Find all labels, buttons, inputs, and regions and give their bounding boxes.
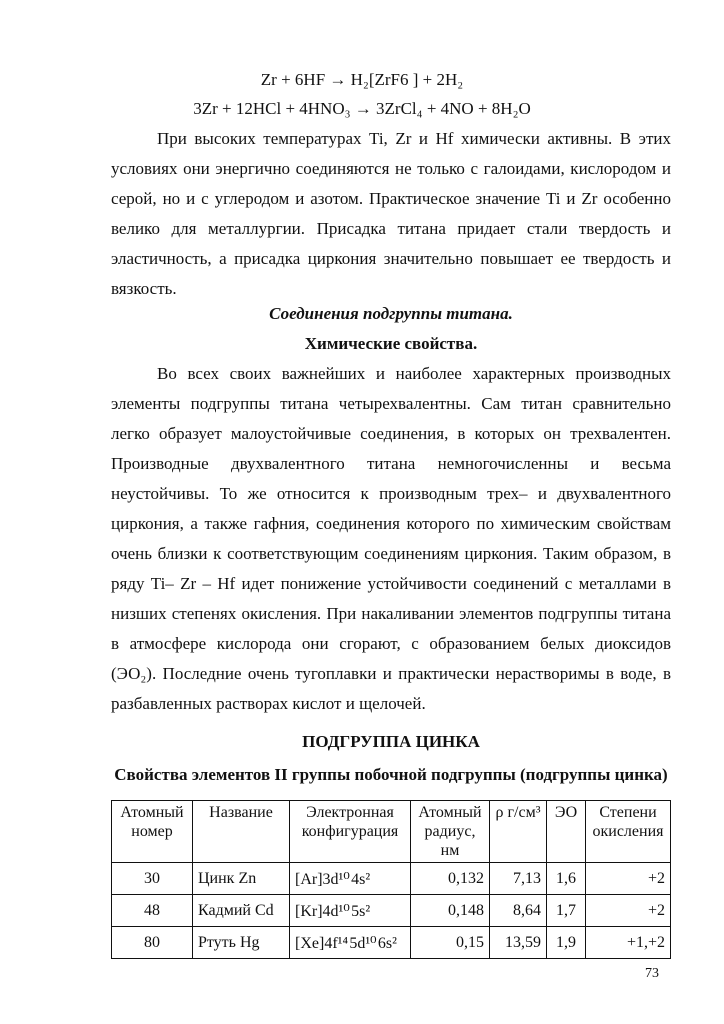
section-heading-zinc: ПОДГРУППА ЦИНКА: [302, 732, 480, 751]
cell-eo: 1,6: [547, 863, 586, 895]
cell-name: Кадмий Cd: [193, 895, 290, 927]
cell-radius: 0,132: [411, 863, 490, 895]
text-line: очень близки к соответствующим соединениям циркония. Таким образом, в: [111, 544, 671, 563]
text-line: циркония, а также гафния, соединения которого по химическим свойствам: [111, 514, 671, 533]
cell-config: [Ar]3d¹⁰ 4s²: [290, 863, 411, 895]
cell-oxidation: +2: [586, 863, 671, 895]
cell-config: [Kr]4d¹⁰ 5s²: [290, 895, 411, 927]
header-name: Название: [193, 801, 290, 863]
cell-oxidation: +2: [586, 895, 671, 927]
text-line: эластичность, а присадка циркония значительно повышает ее твердость и: [111, 249, 671, 268]
section-heading-chemical-properties: Химические свойства.: [304, 334, 478, 353]
text-line: элементы подгруппы титана четырехвалентны. Сам титан сравнительно: [111, 394, 671, 413]
cell-number: 48: [112, 895, 193, 927]
cell-radius: 0,148: [411, 895, 490, 927]
cell-density: 8,64: [490, 895, 547, 927]
header-atomic-number: Атомный номер: [112, 801, 193, 863]
header-oxidation: Степени окисления: [586, 801, 671, 863]
elements-table: [111, 800, 671, 959]
text-line: условиях они энергично соединяются не только с галоидами, кислородом и: [111, 159, 671, 178]
cell-density: 7,13: [490, 863, 547, 895]
equation-hf: Zr + 6HF → H₂[ZrF6 ] + 2H₂: [260, 70, 464, 89]
header-density: ρ г/см³: [490, 801, 547, 863]
text-line: низших степенях окисления. При накаливании элементов подгруппы титана: [111, 604, 671, 623]
cell-radius: 0,15: [411, 927, 490, 959]
table-row: [112, 863, 671, 895]
text-line: ряду Ti– Zr – Hf идет понижение устойчивости соединений с металлами в: [111, 574, 671, 593]
text-line: разбавленных растворах кислот и щелочей.: [111, 694, 426, 713]
cell-name: Ртуть Hg: [193, 927, 290, 959]
text-line: вязкость.: [111, 279, 177, 298]
text-line: велико для металлургии. Присадка титана придает стали твердость и: [111, 219, 671, 238]
cell-density: 13,59: [490, 927, 547, 959]
text-line: (ЭО₂). Последние очень тугоплавки и практически нерастворимы в воде, в: [111, 664, 671, 683]
cell-eo: 1,7: [547, 895, 586, 927]
cell-name: Цинк Zn: [193, 863, 290, 895]
cell-config: [Xe]4f¹⁴ 5d¹⁰ 6s²: [290, 927, 411, 959]
table-title: Свойства элементов II группы побочной подгруппы (подгруппы цинка): [114, 765, 668, 784]
paragraph-reactivity: [111, 124, 671, 304]
page-number: 73: [645, 966, 659, 981]
equation-aqua-regia: 3Zr + 12HCl + 4HNO₃ → 3ZrCl₄ + 4NO + 8H₂O: [193, 99, 531, 118]
text-line: легко образует малоустойчивые соединения, в которых он трехвалентен.: [111, 424, 671, 443]
header-eo: ЭО: [547, 801, 586, 863]
cell-oxidation: +1,+2: [586, 927, 671, 959]
text-line: серой, но и с углеродом и азотом. Практическое значение Ti и Zr особенно: [111, 189, 671, 208]
header-config: Электронная конфигурация: [290, 801, 411, 863]
cell-number: 30: [112, 863, 193, 895]
text-line: Производные двухвалентного титана немногочисленны и весьма: [111, 454, 671, 473]
section-heading-compounds: Соединения подгруппы титана.: [269, 304, 513, 323]
paragraph-properties: [111, 359, 671, 719]
text-line: Во всех своих важнейших и наиболее характерных производных: [157, 364, 671, 383]
header-radius: Атомный радиус, нм: [411, 801, 490, 863]
table-row: [112, 895, 671, 927]
table-row: [112, 927, 671, 959]
table-header-row: [112, 801, 671, 863]
text-line: При высоких температурах Ti, Zr и Hf химически активны. В этих: [157, 129, 671, 148]
text-line: в атмосфере кислорода они сгорают, с образованием белых диоксидов: [111, 634, 671, 653]
cell-eo: 1,9: [547, 927, 586, 959]
text-line: неустойчивы. То же относится к производным трех– и двухвалентного: [111, 484, 671, 503]
cell-number: 80: [112, 927, 193, 959]
